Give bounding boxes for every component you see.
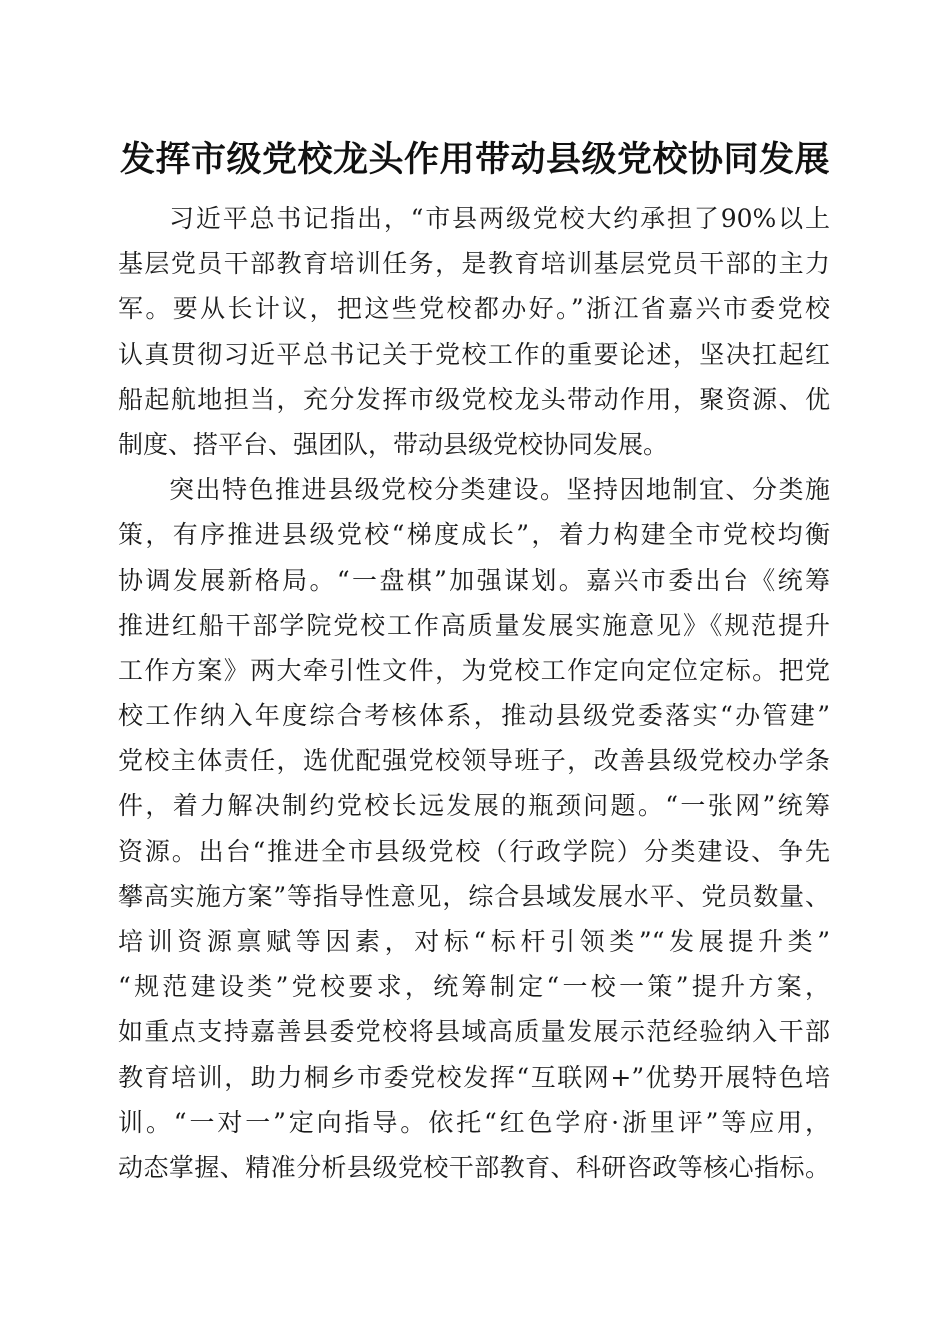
text-line: 军。要从长计议，把这些党校都办好。”浙江省嘉兴市委党校 (118, 294, 830, 324)
document-body (118, 196, 830, 1190)
text-line: 策，有序推进县级党校“梯度成长”，着力构建全市党校均衡 (118, 520, 830, 550)
text-line: “规范建设类”党校要求，统筹制定“一校一策”提升方案， (118, 972, 830, 1002)
text-line: 资源。出台“推进全市县级党校（行政学院）分类建设、争先 (118, 836, 830, 866)
paragraph (118, 467, 830, 1190)
text-line: 船起航地担当，充分发挥市级党校龙头带动作用，聚资源、优 (118, 384, 830, 414)
text-line: 件，着力解决制约党校长远发展的瓶颈问题。“一张网”统筹 (118, 791, 830, 821)
text-line: 突出特色推进县级党校分类建设。坚持因地制宜、分类施 (169, 475, 830, 505)
text-line: 工作方案》两大牵引性文件，为党校工作定向定位定标。把党 (118, 655, 830, 685)
text-line: 党校主体责任，选优配强党校领导班子，改善县级党校办学条 (118, 746, 830, 776)
document-title: 发挥市级党校龙头作用带动县级党校协同发展 (119, 139, 830, 180)
text-line: 培训资源禀赋等因素，对标“标杆引领类”“发展提升类” (118, 927, 830, 956)
text-line: 如重点支持嘉善县委党校将县域高质量发展示范经验纳入干部 (118, 1017, 830, 1047)
text-line: 认真贯彻习近平总书记关于党校工作的重要论述，坚决扛起红 (118, 339, 830, 369)
text-line: 攀高实施方案”等指导性意见，综合县域发展水平、党员数量、 (118, 881, 830, 911)
paragraph (118, 196, 830, 467)
text-line: 训。“一对一”定向指导。依托“红色学府·浙里评”等应用， (118, 1107, 830, 1137)
text-line: 动态掌握、精准分析县级党校干部教育、科研咨政等核心指标。 (118, 1152, 830, 1182)
text-line: 制度、搭平台、强团队，带动县级党校协同发展。 (118, 429, 669, 459)
text-line: 校工作纳入年度综合考核体系，推动县级党委落实“办管建” (118, 701, 830, 731)
text-line: 习近平总书记指出，“市县两级党校大约承担了90%以上 (169, 204, 830, 233)
text-line: 基层党员干部教育培训任务，是教育培训基层党员干部的主力 (118, 249, 830, 279)
text-line: 推进红船干部学院党校工作高质量发展实施意见》《规范提升 (118, 610, 830, 640)
text-line: 教育培训，助力桐乡市委党校发挥“互联网+”优势开展特色培 (118, 1062, 830, 1092)
text-line: 协调发展新格局。“一盘棋”加强谋划。嘉兴市委出台《统筹 (118, 565, 830, 595)
